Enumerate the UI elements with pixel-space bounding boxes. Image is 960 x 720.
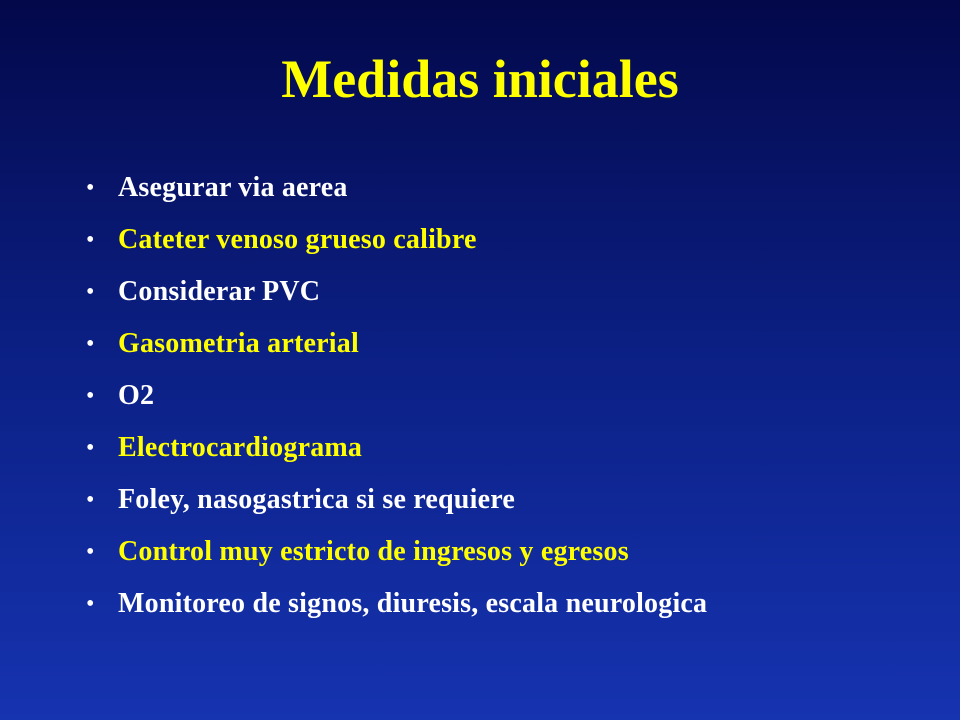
bullet-item: [86, 328, 906, 360]
bullet-item: [86, 224, 906, 256]
bullet-text: Monitoreo de signos, diuresis, escala neurologica: [118, 588, 708, 619]
bullet-text: Considerar PVC: [118, 276, 321, 307]
bullet-item: [86, 484, 906, 516]
bullet-item: [86, 588, 906, 620]
bullet-dot-icon: •: [86, 487, 95, 513]
bullet-text: Gasometria arterial: [118, 328, 359, 359]
bullet-dot-icon: •: [86, 331, 95, 357]
bullet-text: Asegurar via aerea: [118, 172, 348, 203]
bullet-dot-icon: •: [86, 435, 95, 461]
bullet-dot-icon: •: [86, 383, 95, 409]
bullet-item: [86, 380, 906, 412]
bullet-item: [86, 172, 906, 204]
bullet-text: Control muy estricto de ingresos y egresos: [118, 536, 629, 567]
bullet-list: [86, 172, 906, 640]
bullet-item: [86, 276, 906, 308]
bullet-text: Electrocardiograma: [118, 432, 363, 463]
bullet-text: O2: [118, 380, 155, 411]
bullet-dot-icon: •: [86, 539, 95, 565]
bullet-dot-icon: •: [86, 279, 95, 305]
bullet-text: Foley, nasogastrica si se requiere: [118, 484, 515, 515]
bullet-item: [86, 432, 906, 464]
slide-title: Medidas iniciales: [281, 49, 679, 109]
bullet-dot-icon: •: [86, 175, 95, 201]
bullet-dot-icon: •: [86, 591, 95, 617]
bullet-text: Cateter venoso grueso calibre: [118, 224, 477, 255]
bullet-item: [86, 536, 906, 568]
bullet-dot-icon: •: [86, 227, 95, 253]
